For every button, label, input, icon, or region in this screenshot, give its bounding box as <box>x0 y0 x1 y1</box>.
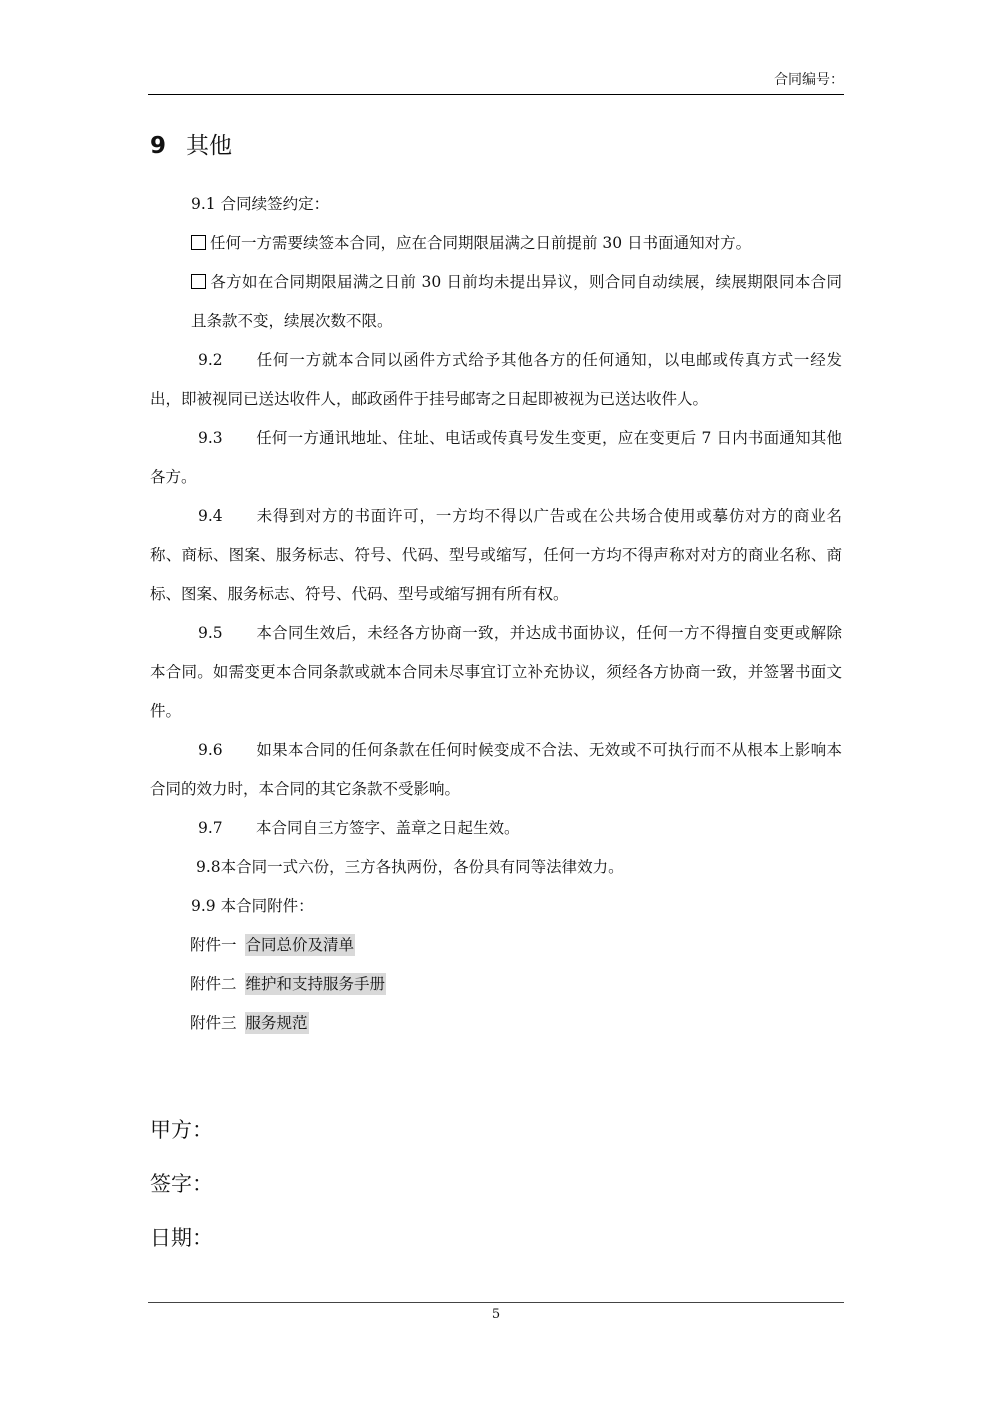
attachment-label: 附件二 <box>190 975 237 993</box>
clause-9-1-title: 9.1 合同续签约定： <box>191 195 330 213</box>
clause-9-5-number: 9.5 <box>198 624 223 642</box>
date-label: 日期： <box>150 1226 213 1250</box>
clause-9-7 <box>150 809 842 848</box>
clause-9-4-number: 9.4 <box>198 507 223 525</box>
clause-9-8: 9.8本合同一式六份，三方各执两份，各份具有同等法律效力。 <box>196 858 624 876</box>
clause-9-5 <box>150 614 842 731</box>
clause-9-2-number: 9.2 <box>198 351 223 369</box>
attachment-name: 维护和支持服务手册 <box>245 975 386 993</box>
attachment-name: 合同总价及清单 <box>245 936 355 954</box>
clause-9-4 <box>150 497 842 614</box>
clause-9-7-number: 9.7 <box>198 819 223 837</box>
clause-9-1-option-1 <box>150 224 842 263</box>
signature-label: 签字： <box>150 1172 213 1196</box>
page-content <box>150 126 842 1265</box>
checkbox-option-2[interactable] <box>191 274 206 289</box>
attachment-item <box>150 965 842 1004</box>
section-title: 其他 <box>186 133 232 159</box>
clause-9-9-title: 9.9 本合同附件： <box>191 897 314 915</box>
clause-9-3-text: 任何一方通讯地址、住址、电话或传真号发生变更，应在变更后 7 日内书面通知其他各方。 <box>150 429 842 486</box>
clause-9-1-option-2-text: 各方如在合同期限届满之日前 30 日前均未提出异议，则合同自动续展，续展期限同本合同且条款不变，续展次数不限。 <box>191 273 842 330</box>
party-a-label: 甲方： <box>150 1118 213 1142</box>
signature-block <box>150 1103 842 1265</box>
page-header <box>148 66 844 95</box>
clause-9-3-number: 9.3 <box>198 429 223 447</box>
clause-9-1-option-2 <box>150 263 842 341</box>
section-number: 9 <box>150 133 167 159</box>
clause-9-3 <box>150 419 842 497</box>
page-footer <box>148 1302 844 1323</box>
attachment-item <box>150 926 842 965</box>
section-body <box>150 185 842 1043</box>
attachment-label: 附件一 <box>190 936 237 954</box>
clause-9-2 <box>150 341 842 419</box>
section-heading <box>150 126 842 166</box>
clause-9-7-text: 本合同自三方签字、盖章之日起生效。 <box>256 819 520 837</box>
contract-number-label: 合同编号： <box>774 72 844 88</box>
page-number: 5 <box>491 1307 501 1322</box>
clause-9-4-text: 未得到对方的书面许可，一方均不得以广告或在公共场合使用或摹仿对方的商业名称、商标、图案、服务标志、符号、代码、型号或缩写，任何一方均不得声称对对方的商业名称、商标、图案、服务标志、符号、代码、型号或缩写拥有所有权。 <box>150 507 842 603</box>
attachment-name: 服务规范 <box>245 1014 308 1032</box>
checkbox-option-1[interactable] <box>191 235 206 250</box>
clause-9-1-option-1-text: 任何一方需要续签本合同，应在合同期限届满之日前提前 30 日书面通知对方。 <box>210 234 752 252</box>
clause-9-5-text: 本合同生效后，未经各方协商一致，并达成书面协议，任何一方不得擅自变更或解除本合同。如需变更本合同条款或就本合同未尽事宜订立补充协议，须经各方协商一致，并签署书面文件。 <box>150 624 842 720</box>
attachment-label: 附件三 <box>190 1014 237 1032</box>
clause-9-6-number: 9.6 <box>198 741 223 759</box>
clause-9-6-text: 如果本合同的任何条款在任何时候变成不合法、无效或不可执行而不从根本上影响本合同的效力时，本合同的其它条款不受影响。 <box>150 741 842 798</box>
clause-9-6 <box>150 731 842 809</box>
clause-9-2-text: 任何一方就本合同以函件方式给予其他各方的任何通知，以电邮或传真方式一经发出，即被视同已送达收件人，邮政函件于挂号邮寄之日起即被视为已送达收件人。 <box>150 351 842 408</box>
attachment-item <box>150 1004 842 1043</box>
